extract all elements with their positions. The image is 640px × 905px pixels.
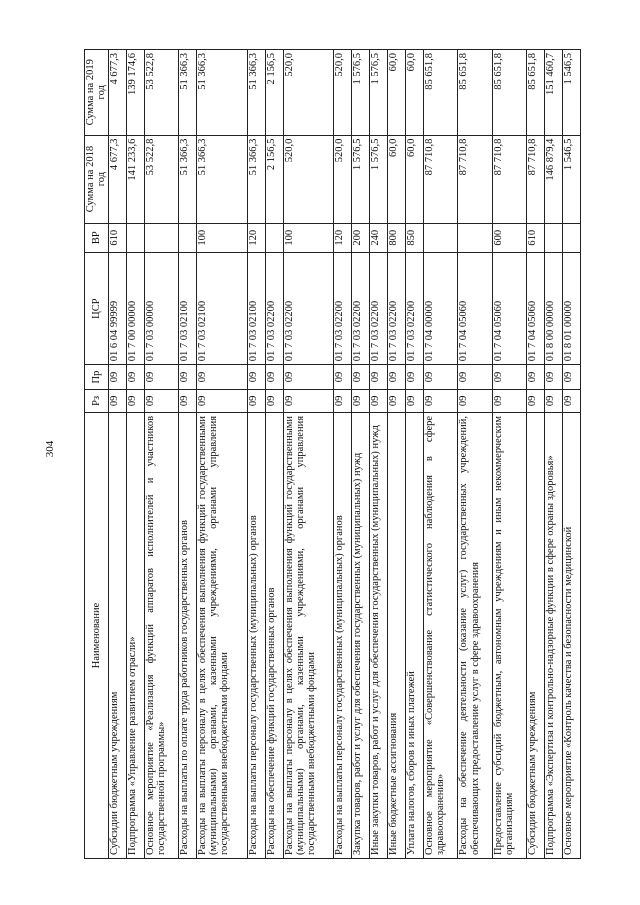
row-name: Основное мероприятие «Совершенствование статистического наблюдения в сфере здравоохранения» [423,412,457,858]
row-csr: 01 7 03 02100 [196,252,247,364]
row-sum-2018: 60,0 [406,135,424,223]
row-rz: 09 [265,389,283,412]
row-pr: 09 [370,365,388,389]
row-name: Расходы на выплаты по оплате труда работников государственных органов [178,412,196,858]
row-rz: 09 [126,389,144,412]
row-csr: 01 7 03 02100 [247,252,265,364]
row-pr: 09 [265,365,283,389]
header-sum-2018: Сумма на 2018 год [85,135,109,223]
row-csr: 01 7 03 02200 [406,252,424,364]
row-sum-2018: 87 710,8 [527,135,545,223]
row-pr: 09 [388,365,406,389]
row-pr: 09 [527,365,545,389]
row-sum-2019: 520,0 [334,50,352,136]
row-csr: 01 7 00 00000 [126,252,144,364]
row-name: Предоставление субсидий бюджетным, автономным учреждениям и иным некоммерческим организациям [492,412,526,858]
row-vr: 100 [283,223,334,252]
row-sum-2019: 51 366,3 [178,50,196,136]
row-name: Иные бюджетные ассигнования [388,412,406,858]
row-vr [458,223,492,252]
table-row [178,50,196,859]
row-sum-2018: 2 156,5 [265,135,283,223]
row-sum-2018: 1 576,5 [370,135,388,223]
row-vr [144,223,178,252]
row-sum-2018: 87 710,8 [423,135,457,223]
row-pr: 09 [126,365,144,389]
row-vr [178,223,196,252]
row-sum-2018: 520,0 [283,135,334,223]
row-vr [423,223,457,252]
row-rz: 09 [370,389,388,412]
row-sum-2018: 4 677,3 [108,135,126,223]
table-row [527,50,545,859]
row-rz: 09 [283,389,334,412]
table-row [144,50,178,859]
row-sum-2018: 87 710,8 [492,135,526,223]
row-sum-2018: 520,0 [334,135,352,223]
row-vr: 800 [388,223,406,252]
row-csr: 01 8 01 00000 [563,252,581,364]
row-name: Расходы на выплаты персоналу государственных (муниципальных) органов [334,412,352,858]
row-sum-2019: 1 576,5 [352,50,370,136]
budget-table [84,49,581,859]
row-sum-2018: 51 366,3 [247,135,265,223]
row-sum-2019: 2 156,5 [265,50,283,136]
row-vr [563,223,581,252]
table-row [108,50,126,859]
row-sum-2019: 139 174,6 [126,50,144,136]
row-csr: 01 7 04 05060 [458,252,492,364]
row-csr: 01 7 03 00000 [144,252,178,364]
table-row [334,50,352,859]
header-sum-2019: Сумма на 2019 год [85,50,109,136]
row-sum-2019: 520,0 [283,50,334,136]
row-sum-2018: 141 233,6 [126,135,144,223]
row-csr: 01 6 04 99999 [108,252,126,364]
row-sum-2019: 51 366,3 [196,50,247,136]
table-row [458,50,492,859]
row-sum-2018: 51 366,3 [178,135,196,223]
row-name: Расходы на выплаты персоналу в целях обеспечения выполнения функций государственными (муниципальными) органами, казенными учреждениями, органами управления государственными внебюджетными фондами [283,412,334,858]
row-vr: 120 [334,223,352,252]
row-sum-2018: 51 366,3 [196,135,247,223]
row-rz: 09 [563,389,581,412]
table-row [247,50,265,859]
row-name: Субсидии бюджетным учреждениям [108,412,126,858]
row-sum-2018: 53 522,8 [144,135,178,223]
row-name: Субсидии бюджетным учреждениям [527,412,545,858]
row-rz: 09 [492,389,526,412]
row-pr: 09 [423,365,457,389]
table-header-row [85,50,109,859]
row-pr: 09 [492,365,526,389]
row-sum-2019: 85 651,8 [492,50,526,136]
row-vr: 600 [492,223,526,252]
row-pr: 09 [545,365,563,389]
table-row [370,50,388,859]
row-name: Расходы на выплаты персоналу государственных (муниципальных) органов [247,412,265,858]
row-rz: 09 [458,389,492,412]
row-csr: 01 7 03 02200 [352,252,370,364]
row-name: Иные закупки товаров, работ и услуг для обеспечения государственных (муниципальных) нужд [370,412,388,858]
row-sum-2019: 53 522,8 [144,50,178,136]
row-name: Подпрограмма «Экспертиза и контрольно-надзорные функции в сфере охраны здоровья» [545,412,563,858]
row-sum-2019: 1 546,5 [563,50,581,136]
row-sum-2018: 1 576,5 [352,135,370,223]
row-pr: 09 [458,365,492,389]
row-rz: 09 [545,389,563,412]
table-row [388,50,406,859]
row-name: Расходы на обеспечение функций государственных органов [265,412,283,858]
row-sum-2018: 87 710,8 [458,135,492,223]
row-name: Подпрограмма «Управление развитием отрасли» [126,412,144,858]
row-sum-2018: 1 546,5 [563,135,581,223]
row-pr: 09 [283,365,334,389]
row-sum-2019: 60,0 [388,50,406,136]
row-csr: 01 7 03 02200 [370,252,388,364]
row-rz: 09 [527,389,545,412]
table-row [545,50,563,859]
row-csr: 01 7 03 02100 [178,252,196,364]
row-sum-2019: 4 677,3 [108,50,126,136]
row-sum-2019: 151 460,7 [545,50,563,136]
row-pr: 09 [334,365,352,389]
budget-table-container [84,49,581,859]
table-row [352,50,370,859]
row-pr: 09 [406,365,424,389]
row-sum-2019: 85 651,8 [423,50,457,136]
table-row [126,50,144,859]
page-number: 304 [44,440,56,458]
row-sum-2019: 85 651,8 [458,50,492,136]
row-csr: 01 8 00 00000 [545,252,563,364]
row-pr: 09 [247,365,265,389]
row-csr: 01 7 04 05060 [527,252,545,364]
table-row [423,50,457,859]
row-vr: 200 [352,223,370,252]
row-sum-2019: 1 576,5 [370,50,388,136]
row-vr: 120 [247,223,265,252]
table-row [563,50,581,859]
row-rz: 09 [178,389,196,412]
row-pr: 09 [196,365,247,389]
row-rz: 09 [388,389,406,412]
row-csr: 01 7 03 02200 [265,252,283,364]
row-sum-2019: 85 651,8 [527,50,545,136]
row-vr: 100 [196,223,247,252]
row-name: Расходы на выплаты персоналу в целях обеспечения выполнения функций государственными (муниципальными) органами, казенными учреждениями, органами управления государственными внебюджетными фондами [196,412,247,858]
header-csr: ЦСР [85,252,109,364]
row-vr: 610 [108,223,126,252]
row-sum-2018: 60,0 [388,135,406,223]
row-csr: 01 7 03 02200 [388,252,406,364]
row-pr: 09 [563,365,581,389]
header-pr: Пр [85,365,109,389]
row-pr: 09 [108,365,126,389]
table-row [283,50,334,859]
row-name: Расходы на обеспечение деятельности (оказание услуг) государственных учреждений, обеспечивающих предоставление услуг в сфере здравоохранения [458,412,492,858]
row-sum-2019: 51 366,3 [247,50,265,136]
row-vr: 240 [370,223,388,252]
row-rz: 09 [108,389,126,412]
row-csr: 01 7 04 00000 [423,252,457,364]
row-pr: 09 [352,365,370,389]
row-name: Основное мероприятие «Контроль качества и безопасности медицинской [563,412,581,858]
row-csr: 01 7 03 02200 [334,252,352,364]
header-name: Наименование [85,412,109,858]
row-vr: 850 [406,223,424,252]
row-name: Основное мероприятие «Реализация функций аппаратов исполнителей и участников государственной программы» [144,412,178,858]
row-sum-2018: 146 879,4 [545,135,563,223]
row-vr [545,223,563,252]
header-rz: Рз [85,389,109,412]
row-vr: 610 [527,223,545,252]
row-rz: 09 [144,389,178,412]
table-row [265,50,283,859]
row-vr [126,223,144,252]
table-row [406,50,424,859]
row-rz: 09 [423,389,457,412]
row-rz: 09 [247,389,265,412]
header-vr: ВР [85,223,109,252]
row-rz: 09 [352,389,370,412]
row-csr: 01 7 04 05060 [492,252,526,364]
row-name: Закупка товаров, работ и услуг для обеспечения государственных (муниципальных) нужд [352,412,370,858]
row-name: Уплата налогов, сборов и иных платежей [406,412,424,858]
row-rz: 09 [406,389,424,412]
row-csr: 01 7 03 02200 [283,252,334,364]
row-vr [265,223,283,252]
table-row [492,50,526,859]
table-row [196,50,247,859]
row-sum-2019: 60,0 [406,50,424,136]
row-rz: 09 [196,389,247,412]
row-pr: 09 [144,365,178,389]
row-rz: 09 [334,389,352,412]
row-pr: 09 [178,365,196,389]
